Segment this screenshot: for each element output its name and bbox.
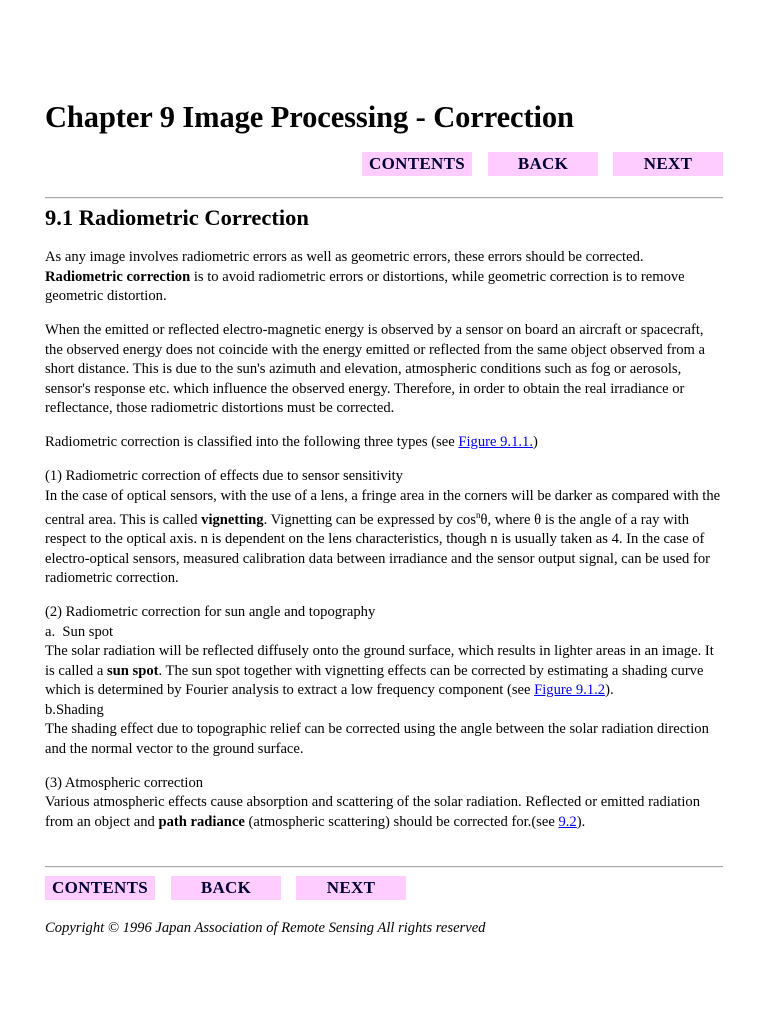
text: ). <box>605 682 614 699</box>
text: Radiometric correction is classified into the following three types (see <box>45 434 459 450</box>
figure-9-1-1-link[interactable]: Figure 9.1.1. <box>458 434 533 450</box>
paragraph-observed-energy: When the emitted or reflected electro-magnetic energy is observed by a sensor on board an aircraft or spacecraft, the observed energy does not coincide with the energy emitted or reflected from the same object observed from a short distance. This is due to the sun's azimuth and elevation, atmospheric conditions such as fog or aerosols, sensor's response etc. which influence the observed energy. Therefore, in order to obtain the real irradiance or reflectance, those radiometric distortions must be corrected. <box>45 322 705 416</box>
subheading: a. Sun spot <box>45 623 114 640</box>
paragraph-atmospheric <box>45 774 725 833</box>
paragraph-intro <box>45 248 725 307</box>
text: The solar radiation will be reflected diffusely onto the ground surface, which results in lighter areas in an image. It is called a <box>45 643 714 679</box>
subheading: (1) Radiometric correction of effects due to sensor sensitivity <box>45 468 403 484</box>
text: is to avoid radiometric errors or distortions, while geometric correction is to remove geometric distortion. <box>45 268 685 304</box>
copyright-notice: Copyright © 1996 Japan Association of Remote Sensing All rights reserved <box>45 920 486 936</box>
section-title: 9.1 Radiometric Correction <box>45 205 309 230</box>
next-button[interactable]: NEXT <box>296 876 406 900</box>
article-body <box>45 248 725 847</box>
superscript: n <box>476 510 481 520</box>
bold-term: path radiance <box>158 813 245 830</box>
text: As any image involves radiometric errors as well as geometric errors, these errors should be corrected. <box>45 249 644 265</box>
subheading: b.Shading <box>45 701 104 718</box>
back-button[interactable]: BACK <box>488 152 598 176</box>
text: The shading effect due to topographic relief can be corrected using the angle between the solar radiation direction and the normal vector to the ground surface. <box>45 721 709 757</box>
figure-9-1-2-link[interactable]: Figure 9.1.2 <box>534 682 606 699</box>
text: In the case of optical sensors, with the use of a lens, a fringe area in the corners will be darker as compared with the central area. This is called <box>45 487 721 528</box>
bold-term: sun spot <box>107 662 159 679</box>
text: Various atmospheric effects cause absorption and scattering of the solar radiation. Reflected or emitted radiation from an object and <box>45 794 701 830</box>
text: . The sun spot together with vignetting effects can be corrected by estimating a shading curve which is determined by Fourier analysis to extract a low frequency component (see <box>45 662 704 699</box>
paragraph-classification <box>45 433 725 453</box>
subheading: (2) Radiometric correction for sun angle and topography <box>45 604 376 621</box>
bold-term: Radiometric correction <box>45 268 191 285</box>
text: ). <box>576 813 586 830</box>
bottom-navigation <box>45 876 407 900</box>
top-divider <box>45 197 723 199</box>
page-title: Chapter 9 Image Processing - Correction <box>45 100 574 134</box>
paragraph-sun-angle <box>45 603 725 759</box>
text: (atmospheric scattering) should be corrected for.(see <box>244 813 559 830</box>
text: ) <box>532 434 538 450</box>
next-button[interactable]: NEXT <box>613 152 723 176</box>
section-9-2-link[interactable]: 9.2 <box>558 813 577 830</box>
subheading: (3) Atmospheric correction <box>45 774 204 791</box>
text: θ, where θ is the angle of a ray with respect to the optical axis. n is dependent on the lens characteristics, though n is usually taken as 4. In the case of electro-optical sensors, measured calibration data between irradiance and the sensor output signal, can be used for radiometric correction. <box>45 511 710 587</box>
paragraph-sensor-sensitivity <box>45 467 725 589</box>
contents-button[interactable]: CONTENTS <box>45 876 155 900</box>
bottom-divider <box>45 866 723 868</box>
bold-term: vignetting <box>201 511 264 528</box>
contents-button[interactable]: CONTENTS <box>362 152 472 176</box>
text: . Vignetting can be expressed by cos <box>263 511 477 528</box>
top-navigation <box>362 152 723 176</box>
back-button[interactable]: BACK <box>171 876 281 900</box>
